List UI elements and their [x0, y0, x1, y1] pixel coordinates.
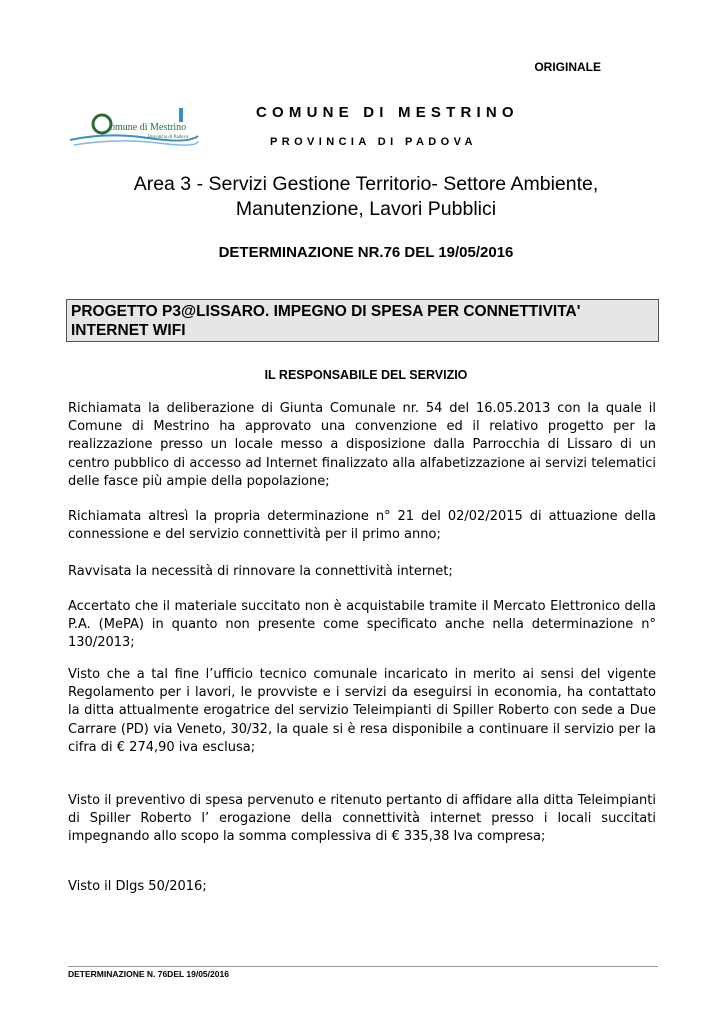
subject-box	[66, 299, 659, 342]
area-title	[70, 172, 662, 222]
paragraph-3: Ravvisata la necessità di rinnovare la connettività internet;	[68, 564, 453, 579]
comune-logo	[68, 106, 200, 150]
subject-line2: INTERNET WIFI	[71, 322, 186, 339]
paragraph-6: Visto il preventivo di spesa pervenuto e ritenuto pertanto di affidare alla ditta Teleimpianti di Spiller Roberto l’ erogazione della connettività internet presso i locali succitati impegnando allo scopo la somma complessiva di € 335,38 Iva compresa;	[68, 793, 656, 845]
footer-text: DETERMINAZIONE N. 76DEL 19/05/2016	[68, 969, 229, 979]
originale-label: ORIGINALE	[534, 60, 601, 74]
provincia-heading: PROVINCIA DI PADOVA	[270, 136, 477, 148]
paragraph-7: Visto il Dlgs 50/2016;	[68, 879, 207, 894]
determinazione-title: DETERMINAZIONE NR.76 DEL 19/05/2016	[218, 244, 514, 261]
responsabile-heading: IL RESPONSABILE DEL SERVIZIO	[264, 368, 468, 382]
area-title-line1: Area 3 - Servizi Gestione Territorio- Settore Ambiente,	[133, 173, 599, 195]
paragraph-5: Visto che a tal fine l’ufficio tecnico comunale incaricato in merito ai sensi del vigente Regolamento per i lavori, le provviste e i servizi da eseguirsi in economia, ha contattato la ditta attualmente erogatrice del servizio Teleimpianti di Spiller Roberto con sede a Due Carrare (PD) via Veneto, 30/32, la quale si è resa disponibile a continuare il servizio per la cifra di € 274,90 iva esclusa;	[68, 667, 656, 755]
subject-line1: PROGETTO P3@LISSARO. IMPEGNO DI SPESA PER CONNETTIVITA'	[71, 303, 581, 320]
comune-heading: COMUNE DI MESTRINO	[256, 104, 519, 121]
paragraph-4: Accertato che il materiale succitato non è acquistabile tramite il Mercato Elettronico della P.A. (MePA) in quanto non presente come specificato anche nella determinazione n° 130/2013;	[68, 599, 656, 651]
logo-text: omune di Mestrino	[110, 122, 187, 133]
area-title-line2: Manutenzione, Lavori Pubblici	[235, 198, 497, 220]
paragraph-2: Richiamata altresì la propria determinazione n° 21 del 02/02/2015 di attuazione della connessione e del servizio connettività per il primo anno;	[68, 509, 656, 543]
footer-divider	[68, 966, 658, 967]
logo-subtext: Provincia di Padova	[148, 135, 189, 140]
paragraph-1: Richiamata la deliberazione di Giunta Comunale nr. 54 del 16.05.2013 con la quale il Comune di Mestrino ha approvato una convenzione ed il relativo progetto per la realizzazione presso un locale messo a disposizione dalla Parrocchia di Lissaro di un centro pubblico di accesso ad Internet finalizzato alla alfabetizzazione ai servizi telematici delle fasce più ampie della popolazione;	[68, 401, 656, 489]
